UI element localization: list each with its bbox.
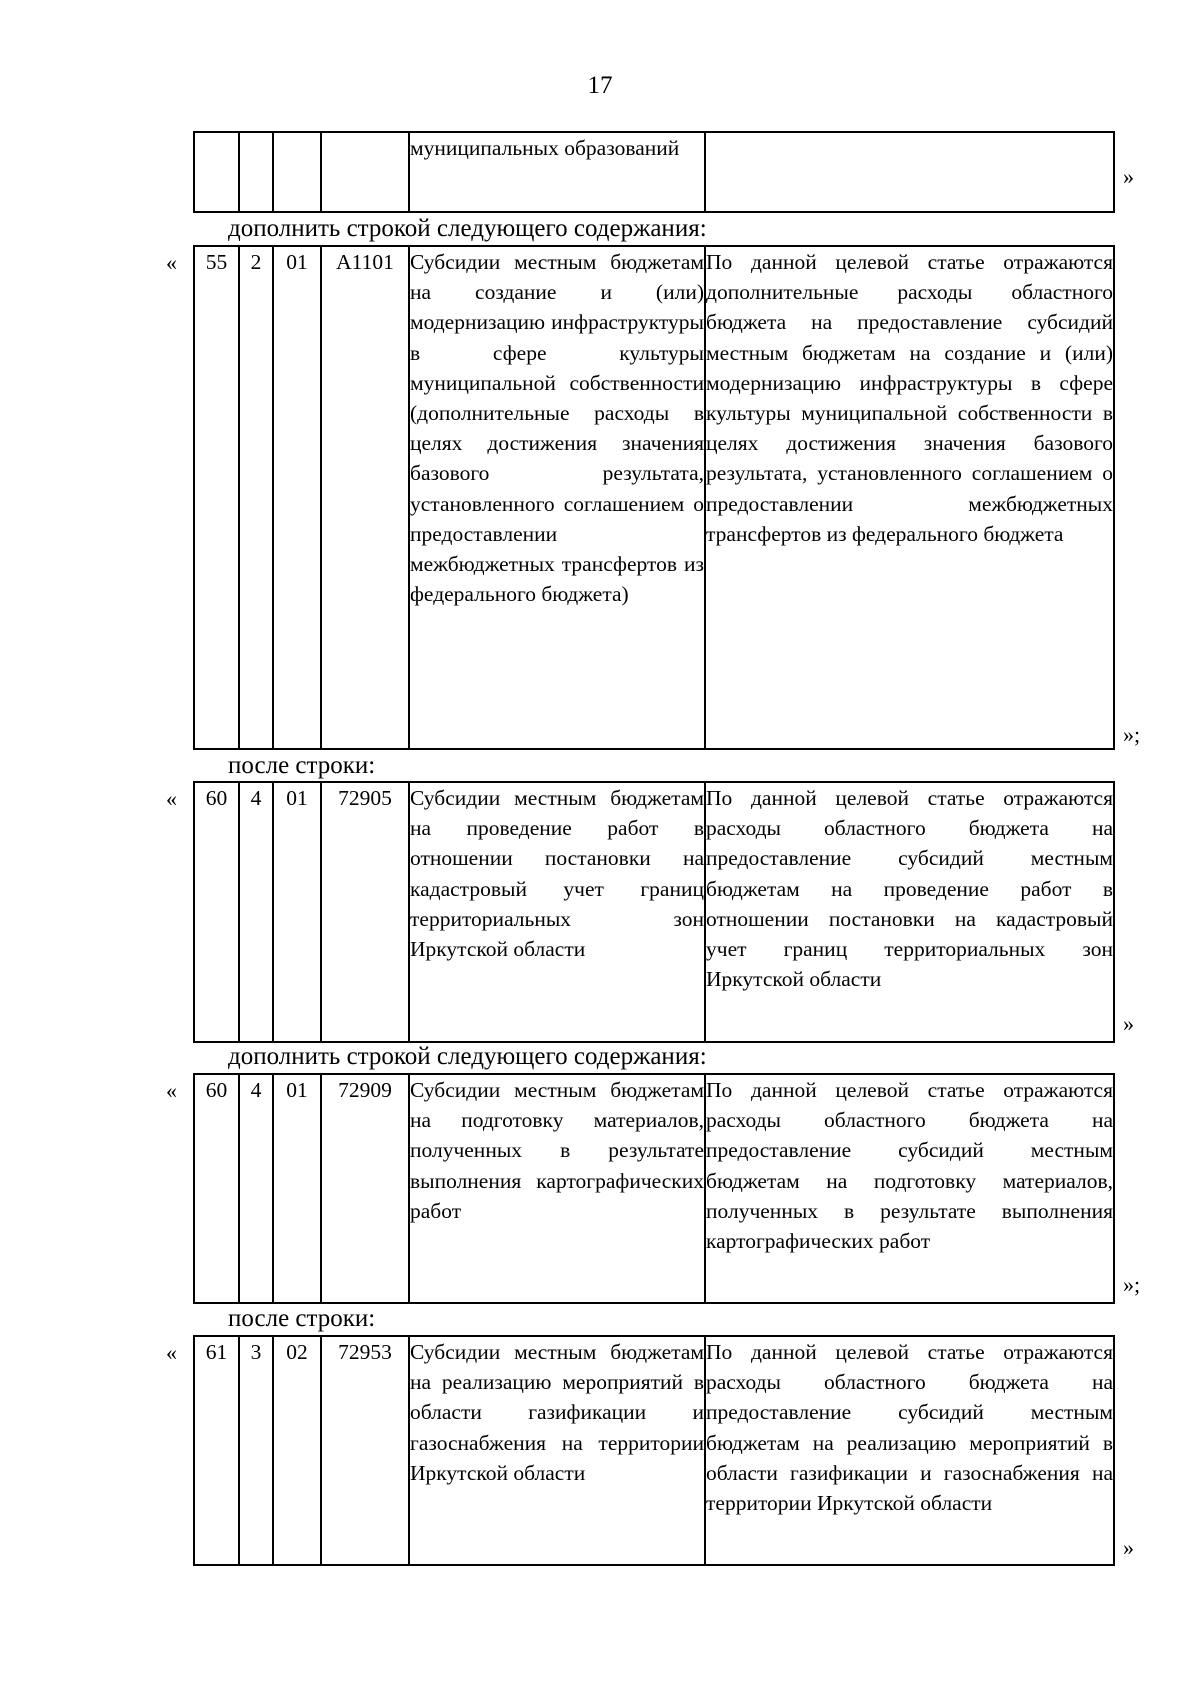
cell-code: 72909 xyxy=(321,1074,409,1303)
cell-subsection: 4 xyxy=(239,1074,273,1303)
cell-subsection: 4 xyxy=(239,782,273,1042)
cell-description xyxy=(705,132,1114,212)
instruction-text: дополнить строкой следующего содержания: xyxy=(228,215,707,242)
cell-code: 72953 xyxy=(321,1336,409,1565)
table-row xyxy=(193,245,1115,750)
cell-section: 55 xyxy=(194,246,239,749)
closing-quote: » xyxy=(1123,164,1134,189)
table-row xyxy=(193,781,1115,1043)
cell-section: 60 xyxy=(194,782,239,1042)
cell-name: Субсидии местным бюджетам на реализацию мероприятий в области газификации и газоснабжения на территории Иркутской области xyxy=(409,1336,705,1565)
opening-quote: « xyxy=(166,250,177,275)
cell-section: 60 xyxy=(194,1074,239,1303)
cell-empty xyxy=(321,132,409,212)
cell-group: 01 xyxy=(273,1074,321,1303)
cell-name: Субсидии местным бюджетам на подготовку материалов, полученных в результате выполнения картографических работ xyxy=(409,1074,705,1303)
cell-description: По данной целевой статье отражаются дополнительные расходы областного бюджета на предоставление субсидий местным бюджетам на создание и (или) модернизацию инфраструктуры в сфере культуры муниципальной собственности в целях достижения значения базового результата, установленного соглашением о предоставлении межбюджетных трансфертов из федерального бюджета xyxy=(705,246,1114,749)
page-number: 17 xyxy=(587,72,613,99)
cell-name: муниципальных образований xyxy=(409,132,705,212)
cell-description: По данной целевой статье отражаются расходы областного бюджета на предоставление субсидий местным бюджетам на проведение работ в отношении постановки на кадастровый учет границ территориальных зон Иркутской области xyxy=(705,782,1114,1042)
cell-empty xyxy=(273,132,321,212)
table-row-previous xyxy=(193,131,1115,213)
cell-code: 72905 xyxy=(321,782,409,1042)
cell-group: 01 xyxy=(273,782,321,1042)
closing-quote: »; xyxy=(1123,1272,1141,1297)
cell-code: А1101 xyxy=(321,246,409,749)
table-row xyxy=(193,1073,1115,1304)
closing-quote: »; xyxy=(1123,722,1141,747)
instruction-text: после строки: xyxy=(228,1305,376,1332)
closing-quote: » xyxy=(1123,1011,1134,1036)
cell-description: По данной целевой статье отражаются расходы областного бюджета на предоставление субсидий местным бюджетам на подготовку материалов, полученных в результате выполнения картографических работ xyxy=(705,1074,1114,1303)
cell-subsection: 2 xyxy=(239,246,273,749)
cell-description: По данной целевой статье отражаются расходы областного бюджета на предоставление субсидий местным бюджетам на реализацию мероприятий в области газификации и газоснабжения на территории Иркутской области xyxy=(705,1336,1114,1565)
cell-group: 01 xyxy=(273,246,321,749)
opening-quote: « xyxy=(166,1340,177,1365)
cell-subsection: 3 xyxy=(239,1336,273,1565)
cell-name: Субсидии местным бюджетам на проведение работ в отношении постановки на кадастровый учет границ территориальных зон Иркутской области xyxy=(409,782,705,1042)
cell-name: Субсидии местным бюджетам на создание и (или) модернизацию инфраструктуры в сфере культуры муниципальной собственности (дополнительные расходы в целях достижения значения базового результата, установленного соглашением о предоставлении межбюджетных трансфертов из федерального бюджета) xyxy=(409,246,705,749)
opening-quote: « xyxy=(166,1078,177,1103)
cell-empty xyxy=(194,132,239,212)
instruction-text: дополнить строкой следующего содержания: xyxy=(228,1043,707,1070)
opening-quote: « xyxy=(166,786,177,811)
cell-section: 61 xyxy=(194,1336,239,1565)
cell-empty xyxy=(239,132,273,212)
closing-quote: » xyxy=(1123,1535,1134,1560)
cell-group: 02 xyxy=(273,1336,321,1565)
instruction-text: после строки: xyxy=(228,752,376,779)
table-row xyxy=(193,1335,1115,1566)
